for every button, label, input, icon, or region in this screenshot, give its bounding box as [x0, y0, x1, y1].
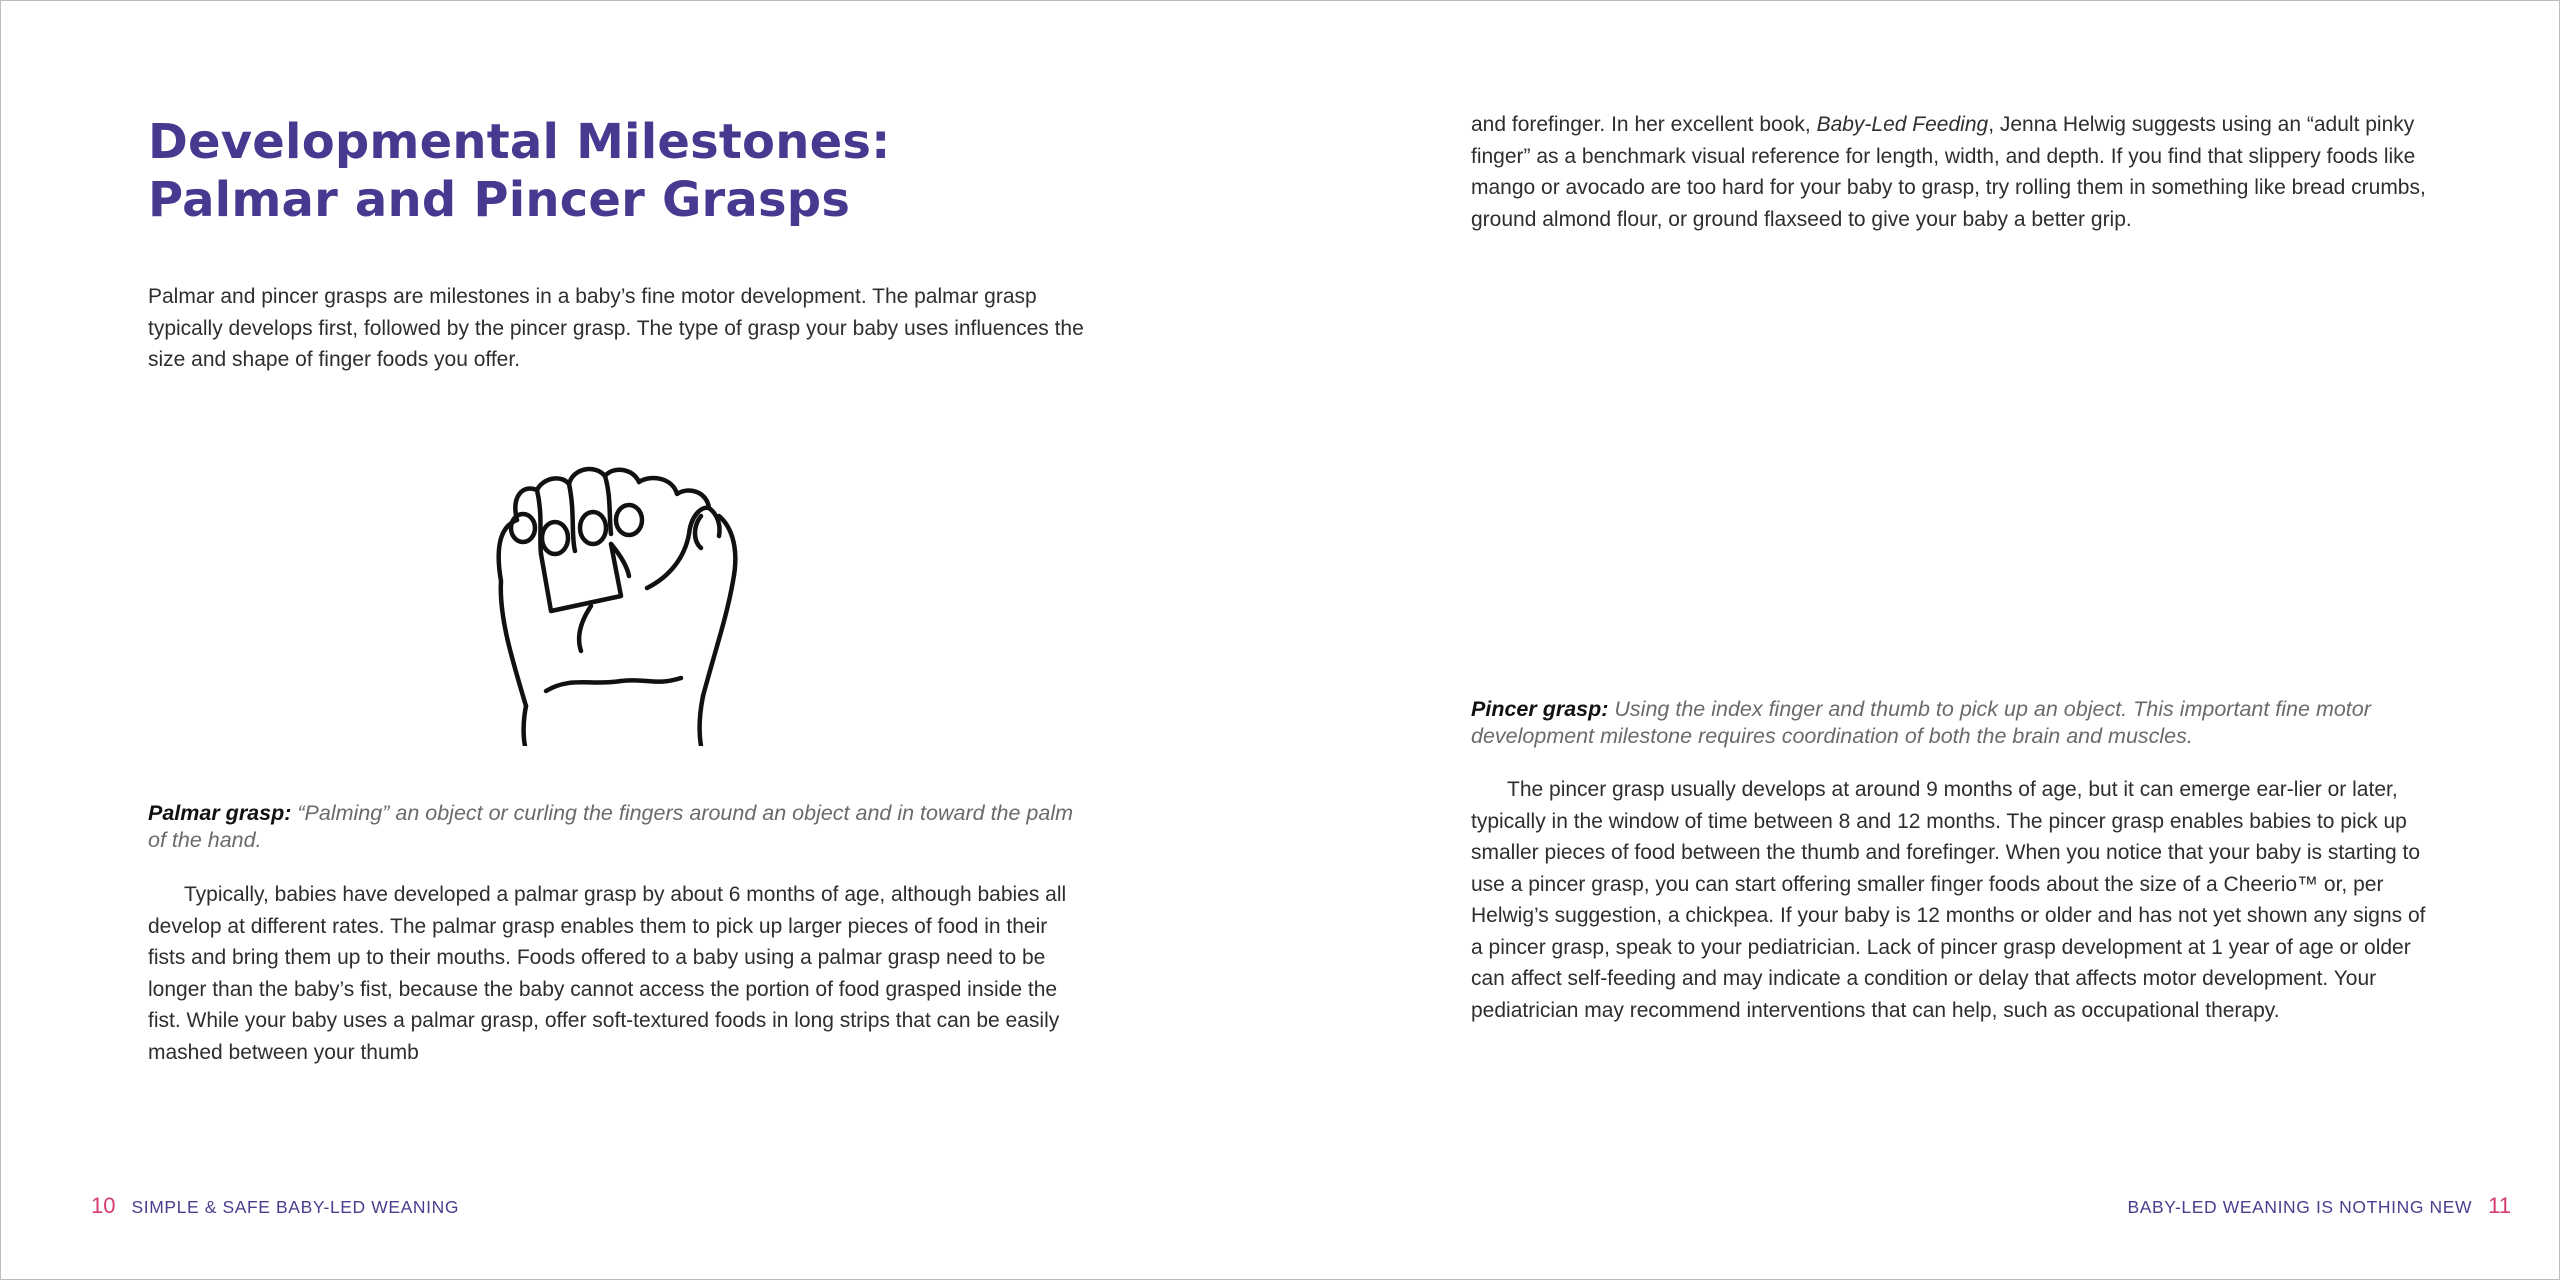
title-line-1: Developmental Milestones: — [148, 114, 891, 170]
continued-text-start: and forefinger. In her excellent book, — [1471, 113, 1817, 136]
palmar-grasp-caption — [148, 800, 1088, 854]
page-number-right: 11 — [2488, 1193, 2511, 1218]
left-page — [1, 1, 1280, 1279]
page-number-left: 10 — [91, 1193, 116, 1218]
page-title — [148, 113, 1148, 229]
palmar-grasp-text: Typically, babies have developed a palmar grasp by about 6 months of age, although babies all develop at different rates. The palmar grasp enables them to pick up larger pieces of food in their fists and bring them up to their mouths. Foods offered to a baby using a palmar grasp need to be longer than the baby’s fist, because the baby cannot access the portion of food grasped inside the fist. While your baby uses a palmar grasp, offer soft-textured foods in long strips that can be easily mashed between your thumb — [148, 883, 1067, 1064]
right-page — [1280, 1, 2559, 1279]
book-title: Baby-Led Feeding — [1816, 113, 1989, 136]
right-footer — [2127, 1193, 2511, 1219]
pincer-grasp-paragraph — [1471, 774, 2431, 1026]
palmar-grasp-term: Palmar grasp: — [148, 801, 292, 825]
continued-text-end: , Jenna Helwig suggests using an “adult pinky finger” as a benchmark visual reference for length, width, and depth. If you find that slippery foods like mango or avocado are too hard for your baby to grasp, try rolling them in something like bread crumbs, ground almond flour, or ground flaxseed to give your baby a better grip. — [1471, 113, 2426, 231]
pincer-grasp-term: Pincer grasp: — [1471, 697, 1609, 721]
palmar-grasp-definition: “Palming” an object or curling the fingers around an object and in toward the palm of the hand. — [148, 801, 1074, 852]
pincer-grasp-caption — [1471, 696, 2431, 750]
left-footer — [91, 1193, 459, 1219]
intro-paragraph: Palmar and pincer grasps are milestones in a baby’s fine motor development. The palmar grasp typically develops first, followed by the pincer grasp. The type of grasp your baby uses influences the size and shape of finger foods you offer. — [148, 285, 1084, 371]
pincer-grasp-definition: Using the index finger and thumb to pick up an object. This important fine motor development milestone requires coordination of both the brain and muscles. — [1471, 697, 2371, 748]
palmar-grasp-hand-icon — [471, 416, 771, 746]
continued-paragraph — [1471, 109, 2431, 235]
pincer-grasp-text: The pincer grasp usually develops at around 9 months of age, but it can emerge ear-lier or later, typically in the window of time between 8 and 12 months. The pincer grasp enables babies to pick up smaller pieces of food between the thumb and forefinger. When you notice that your baby is starting to use a pincer grasp, you can start offering smaller finger foods about the size of a Cheerio™ or, per Helwig’s suggestion, a chickpea. If your baby is 12 months or older and has not yet shown any signs of a pincer grasp, speak to your pediatrician. Lack of pincer grasp development at 1 year of age or older can affect self-feeding and may indicate a condition or delay that affects motor development. Your pediatrician may recommend interventions that can help, such as occupational therapy. — [1471, 778, 2426, 1022]
running-head-right: BABY-LED WEANING IS NOTHING NEW — [2127, 1197, 2473, 1217]
running-head-left: SIMPLE & SAFE BABY-LED WEANING — [131, 1197, 460, 1217]
title-line-2: Palmar and Pincer Grasps — [148, 172, 851, 228]
palmar-grasp-paragraph — [148, 879, 1088, 1068]
